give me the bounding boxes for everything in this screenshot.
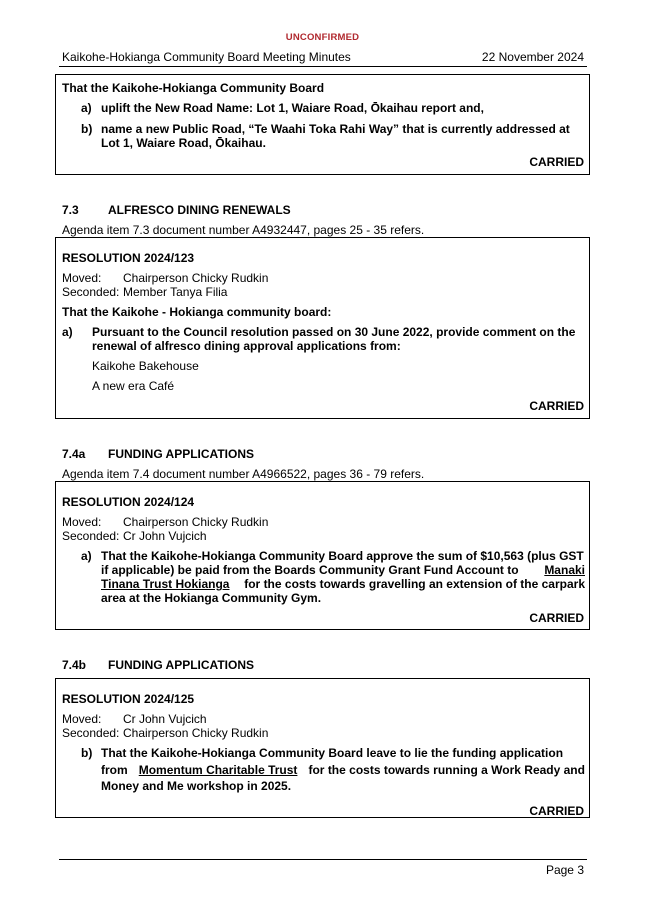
moved-by: Chairperson Chicky Rudkin [123, 271, 269, 285]
header-divider [59, 66, 587, 67]
resolution-line2-prefix: from [101, 763, 128, 777]
section-title: ALFRESCO DINING RENEWALS [108, 203, 291, 217]
moved-label: Moved: [62, 712, 102, 726]
recipient-link[interactable]: Tinana Trust Hokianga [101, 577, 230, 591]
moved-label: Moved: [62, 515, 102, 529]
resolution-2024-123-box [55, 237, 590, 419]
seconded-line [62, 529, 207, 543]
seconded-by: Chairperson Chicky Rudkin [123, 726, 269, 740]
resolution-outcome: CARRIED [529, 804, 584, 818]
resolution-line2 [101, 563, 585, 577]
carryover-outcome: CARRIED [529, 155, 584, 169]
resolution-line1: That the Kaikohe-Hokianga Community Board approve the sum of $10,563 (plus GST [101, 549, 584, 563]
resolution-number: RESOLUTION 2024/123 [62, 251, 195, 265]
resolution-number: RESOLUTION 2024/125 [62, 692, 195, 706]
seconded-by: Member Tanya Filia [123, 285, 228, 299]
section-number: 7.4b [62, 658, 87, 672]
section-title: FUNDING APPLICATIONS [108, 658, 254, 672]
resolution-line2-suffix: for the costs towards running a Work Ready and [308, 763, 585, 777]
moved-line [62, 712, 207, 726]
moved-line [62, 271, 268, 285]
applicant-entry: Kaikohe Bakehouse [92, 359, 199, 373]
resolution-item-line2: renewal of alfresco dining approval applications from: [92, 339, 401, 353]
resolution-2024-124-box [55, 481, 590, 630]
moved-by: Chairperson Chicky Rudkin [123, 515, 269, 529]
seconded-line [62, 285, 227, 299]
carryover-item-a-marker: a) [81, 101, 92, 115]
resolution-outcome: CARRIED [529, 399, 584, 413]
page-header [62, 50, 584, 65]
moved-by: Cr John Vujcich [123, 712, 207, 726]
recipient-link[interactable]: Momentum Charitable Trust [138, 763, 298, 777]
carryover-resolution-box [55, 74, 590, 175]
resolution-item-marker: a) [62, 325, 73, 339]
section-number: 7.4a [62, 447, 86, 461]
resolution-line3-text: for the costs towards gravelling an extension of the carpark [244, 577, 585, 591]
resolution-line2 [101, 763, 585, 777]
section-title: FUNDING APPLICATIONS [108, 447, 254, 461]
page-number: Page 3 [545, 863, 584, 877]
carryover-intro: That the Kaikohe-Hokianga Community Board [62, 81, 325, 95]
section-7-3-agenda-note: Agenda item 7.3 document number A4932447, pages 25 - 35 refers. [62, 223, 425, 237]
resolution-line3 [101, 577, 585, 591]
footer-divider [59, 859, 587, 860]
meeting-date: 22 November 2024 [481, 50, 584, 64]
resolution-item-marker: a) [81, 549, 92, 563]
applicant-entry: A new era Café [92, 379, 175, 393]
carryover-item-b-marker: b) [81, 122, 93, 136]
resolution-2024-125-box [55, 678, 590, 818]
seconded-line [62, 726, 268, 740]
seconded-by: Cr John Vujcich [123, 529, 207, 543]
moved-line [62, 515, 268, 529]
section-7-4a-agenda-note: Agenda item 7.4 document number A4966522, pages 36 - 79 refers. [62, 467, 425, 481]
carryover-item-b-line1: name a new Public Road, “Te Waahi Toka Rahi Way” that is currently addressed at [101, 122, 570, 136]
unconfirmed-banner: UNCONFIRMED [285, 32, 360, 43]
carryover-item-a-text: uplift the New Road Name: Lot 1, Waiare Road, Ōkaihau report and, [101, 101, 484, 115]
seconded-label: Seconded: [62, 285, 120, 299]
resolution-intro: That the Kaikohe - Hokianga community board: [62, 305, 332, 319]
resolution-item-line1: Pursuant to the Council resolution passed on 30 June 2022, provide comment on the [92, 325, 576, 339]
resolution-number: RESOLUTION 2024/124 [62, 495, 195, 509]
resolution-item-marker: b) [81, 746, 93, 760]
resolution-line2-text: if applicable) be paid from the Boards Community Grant Fund Account to [101, 563, 519, 577]
resolution-outcome: CARRIED [529, 611, 584, 625]
moved-label: Moved: [62, 271, 102, 285]
seconded-label: Seconded: [62, 529, 120, 543]
resolution-line4: area at the Hokianga Community Gym. [101, 591, 322, 605]
resolution-line3: Money and Me workshop in 2025. [101, 779, 292, 793]
recipient-link[interactable]: Manaki [544, 563, 585, 577]
section-number: 7.3 [62, 203, 79, 217]
carryover-item-b-line2: Lot 1, Waiare Road, Ōkaihau. [101, 136, 266, 150]
document-title: Kaikohe-Hokianga Community Board Meeting Minutes [62, 50, 351, 64]
seconded-label: Seconded: [62, 726, 120, 740]
resolution-line1: That the Kaikohe-Hokianga Community Board leave to lie the funding application [101, 746, 564, 760]
